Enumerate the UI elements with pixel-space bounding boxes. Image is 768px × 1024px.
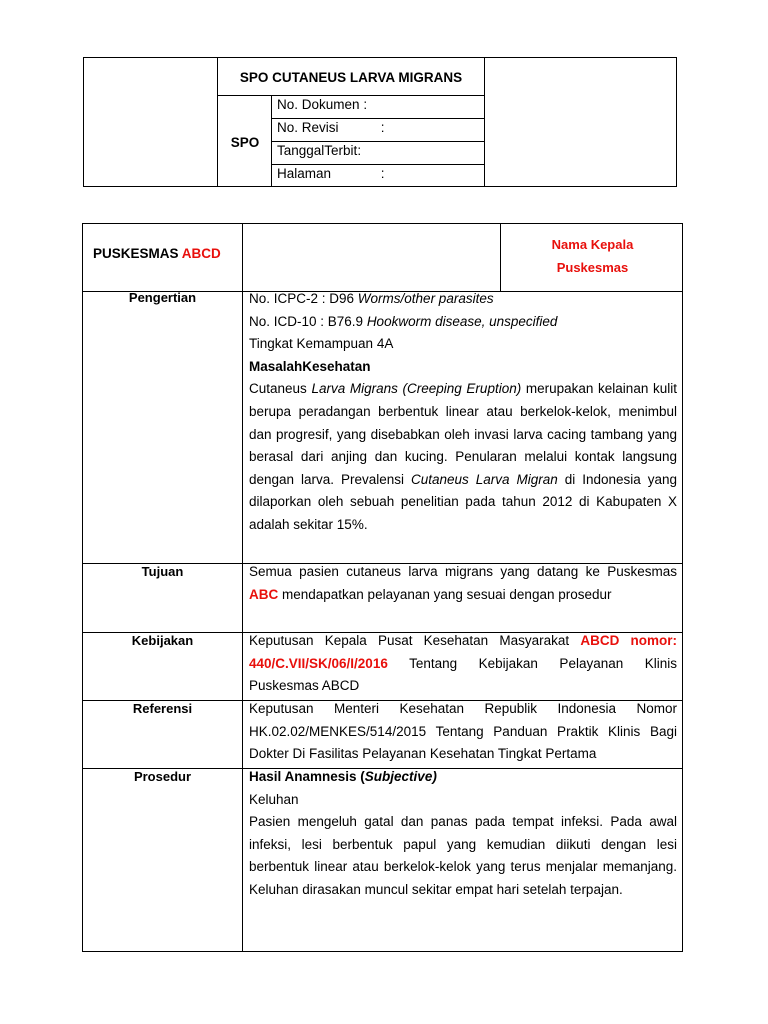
tujuan-puskesmas-code: ABC [249, 586, 279, 602]
kebijakan-sk-number: ABCD nomor: 440/C.VII/SK/06/I/2016 [249, 633, 677, 671]
field-halaman [277, 162, 385, 185]
label-referensi: Referensi [132, 701, 193, 716]
para-italic: Cutaneus Larva Migran [411, 471, 558, 487]
icd-code: No. ICD-10 : B76.9 [249, 313, 367, 329]
referensi-content: Keputusan Menteri Kesehatan Republik Indonesia Nomor HK.02.02/MENKES/514/2015 Tentang Panduan Praktik Klinis Bagi Dokter Di Fasilitas Pelayanan Kesehatan Tingkat Pertama [249, 701, 677, 762]
kepala-line-2: Puskesmas [556, 260, 629, 275]
heading-text: Hasil Anamnesis ( [249, 769, 365, 784]
field-tanggal-terbit [277, 139, 361, 162]
kepala-puskesmas-name [501, 233, 684, 279]
prosedur-content [249, 766, 677, 902]
table-divider [242, 224, 243, 292]
icpc-description: Worms/other parasites [357, 291, 494, 306]
label-kebijakan: Kebijakan [131, 633, 194, 648]
spo-label: SPO [230, 134, 260, 150]
kebijakan-text: Tentang Kebijakan Pelayanan Klinis Puskesmas ABCD [249, 655, 677, 694]
icd-description: Hookworm disease, unspecified [366, 313, 558, 329]
kepala-line-1: Nama Kepala [551, 237, 634, 252]
para-italic: Larva Migrans (Creeping Eruption) [311, 381, 522, 397]
para-text: Cutaneus [249, 381, 312, 397]
spo-content-table [82, 223, 683, 952]
field-label: Halaman [277, 166, 332, 181]
kebijakan-content [249, 630, 677, 698]
field-label: No. Revisi [277, 120, 339, 135]
tujuan-text: Semua pasien cutaneus larva migrans yang datang ke Puskesmas [249, 564, 677, 579]
label-prosedur: Prosedur [133, 769, 192, 784]
para-text: di Indonesia yang dilaporkan oleh sebuah penelitian pada tahun 2012 di Kabupaten X adalah sekitar 15%. [249, 471, 677, 532]
field-label: No. Dokumen [277, 97, 360, 112]
keluhan-paragraph: Pasien mengeluh gatal dan panas pada tempat infeksi. Pada awal infeksi, lesi berbentuk papul yang kemudian diikuti dengan lesi berbentuk linear atau berkelok-kelok yang terus menjalar memanjang. Keluhan dirasakan muncul sekitar empat hari setelah terpajan. [249, 814, 677, 897]
field-separator: : [380, 166, 385, 181]
pengertian-paragraph [249, 378, 677, 536]
table-divider [242, 292, 243, 951]
masalah-kesehatan-heading: MasalahKesehatan [249, 358, 371, 374]
hasil-anamnesis-heading [249, 766, 677, 789]
para-text: merupakan kelainan kulit berupa peradangan berbentuk linear atau berkelok-kelok, menimbul dan progresif, yang disebabkan oleh invasi larva cacing tambang yang berasal dari anjing dan kucing. Penularan melalui kontak langsung dengan larva. Prevalensi [249, 381, 677, 487]
header-divider [484, 58, 485, 186]
icpc-code: No. ICPC-2 : D96 [249, 291, 358, 306]
tujuan-text: mendapatkan pelayanan yang sesuai dengan prosedur [278, 586, 612, 602]
field-no-dokumen [277, 93, 367, 116]
field-separator: : [380, 120, 385, 135]
document-title: SPO CUTANEUS LARVA MIGRANS [239, 69, 463, 85]
field-separator: : [363, 97, 368, 112]
keluhan-subheading: Keluhan [249, 791, 299, 807]
field-no-revisi [277, 116, 385, 139]
icd-line [249, 311, 677, 334]
field-separator: : [357, 143, 362, 158]
pengertian-content [249, 288, 677, 537]
field-label: TanggalTerbit [277, 143, 358, 158]
heading-italic: Subjective) [364, 769, 437, 784]
puskesmas-code: ABCD [181, 246, 221, 261]
label-tujuan: Tujuan [141, 564, 184, 579]
kebijakan-text: Keputusan Kepala Pusat Kesehatan Masyarakat [249, 633, 581, 648]
document-header-table [83, 57, 677, 187]
puskesmas-prefix: PUSKESMAS [93, 246, 182, 261]
tujuan-content [249, 561, 677, 606]
tingkat-kemampuan: Tingkat Kemampuan 4A [249, 336, 394, 352]
label-pengertian: Pengertian [128, 290, 197, 305]
icpc-line [249, 288, 677, 311]
puskesmas-name [93, 246, 221, 261]
